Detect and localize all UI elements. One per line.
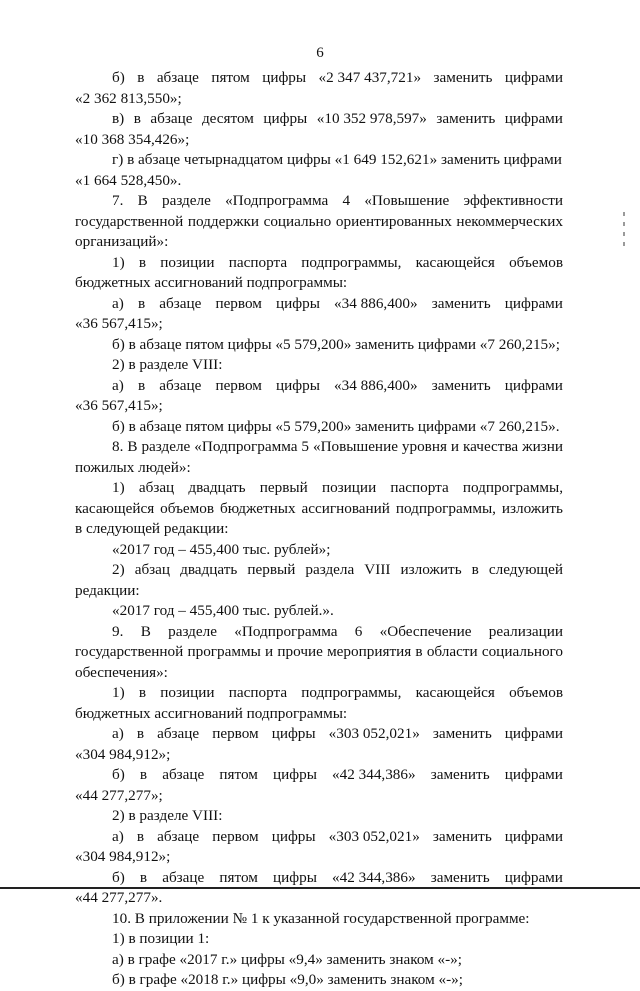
item-b-line	[75, 68, 563, 89]
word: б)	[112, 69, 125, 86]
word: первом	[212, 827, 259, 845]
word: «42 344,386»	[332, 868, 416, 886]
word: первом	[215, 376, 262, 394]
item-g-line: г) в абзаце четырнадцатом цифры «1 649 152,621» заменить цифрами	[112, 151, 562, 168]
scan-mark	[623, 242, 625, 246]
page-number: 6	[316, 45, 324, 61]
section-8-item-1: 1) абзац двадцать первый позиции паспорта подпрограммы, касающейся объемов бюджетных ассигнований подпрограммы, изложить в следующей редакции:	[75, 479, 563, 537]
item-v-continuation: «10 368 354,426»;	[75, 130, 190, 148]
section-7-item-1a	[75, 294, 563, 315]
document-body	[75, 68, 563, 991]
margin-scan-marks	[623, 212, 625, 246]
word: абзаце	[157, 827, 200, 845]
word: «34 886,400»	[334, 376, 418, 394]
word: в	[137, 294, 146, 312]
word: заменить	[431, 376, 491, 394]
section-7-item-2: 2) в разделе VIII:	[112, 356, 223, 373]
word: цифрами	[504, 376, 563, 394]
section-9-item-2a	[75, 827, 563, 848]
word: цифры	[271, 725, 316, 742]
section-9-item-2b-continuation: «44 277,277».	[75, 889, 163, 906]
section-10-item-1a: а) в графе «2017 г.» цифры «9,4» заменить знаком «-»;	[112, 950, 462, 968]
section-10-item-1b: б) в графе «2018 г.» цифры «9,0» заменить знаком «-»;	[112, 971, 463, 988]
section-8-heading: 8. В разделе «Подпрограмма 5 «Повышение уровня и качества жизни пожилых людей»:	[75, 438, 563, 476]
word: первом	[212, 725, 259, 742]
word: цифрами	[504, 294, 563, 312]
section-8-item-2: 2) абзац двадцать первый раздела VIII изложить в следующей редакции:	[75, 561, 563, 599]
word: цифрами	[504, 827, 563, 845]
item-v-line	[75, 109, 563, 130]
word: в	[136, 725, 145, 742]
section-7-item-1: 1) в позиции паспорта подпрограммы, касающейся объемов бюджетных ассигнований подпрограммы:	[75, 253, 563, 291]
word: заменить	[436, 110, 496, 127]
word: заменить	[430, 766, 490, 783]
item-b-continuation: «2 362 813,550»;	[75, 89, 182, 107]
word: цифры	[263, 110, 308, 127]
section-7-item-2a-continuation: «36 567,415»;	[75, 397, 163, 414]
word: цифрами	[504, 725, 563, 742]
word: в	[133, 110, 141, 127]
word: цифры	[271, 827, 316, 845]
word: заменить	[432, 725, 492, 742]
word: в	[139, 766, 148, 783]
section-7-item-1b: б) в абзаце пятом цифры «5 579,200» заменить цифрами «7 260,215»;	[112, 335, 560, 353]
word: «303 052,021»	[328, 827, 420, 845]
word: пятом	[219, 868, 258, 886]
word: абзаце	[159, 376, 202, 394]
section-9-item-1b-continuation: «44 277,277»;	[75, 786, 163, 804]
word: в	[137, 376, 146, 394]
word: пятом	[211, 69, 250, 86]
word: цифры	[262, 69, 307, 86]
word: в)	[112, 110, 125, 127]
word: б)	[112, 766, 125, 783]
section-9-item-1a-continuation: «304 984,912»;	[75, 745, 171, 763]
section-9-item-1b	[75, 765, 563, 786]
section-9-item-1a	[75, 724, 563, 745]
word: абзаце	[162, 868, 205, 886]
section-9-item-2: 2) в разделе VIII:	[112, 807, 223, 824]
scan-mark	[623, 212, 625, 216]
word: «10 352 978,597»	[316, 110, 427, 127]
word: абзаце	[159, 294, 202, 312]
word: пятом	[219, 766, 258, 783]
word: заменить	[431, 294, 491, 312]
word: «303 052,021»	[328, 725, 420, 742]
word: «34 886,400»	[334, 294, 418, 312]
section-10-item-1: 1) в позиции 1:	[112, 930, 210, 947]
word: а)	[112, 376, 124, 394]
word: цифрами	[504, 110, 563, 127]
item-g-continuation: «1 664 528,450».	[75, 171, 182, 189]
word: а)	[112, 725, 124, 742]
word: в	[137, 69, 145, 86]
word: цифры	[276, 376, 320, 394]
section-7-item-1a-continuation: «36 567,415»;	[75, 315, 163, 332]
section-9-item-2a-continuation: «304 984,912»;	[75, 848, 171, 865]
footer-divider	[0, 887, 640, 889]
word: абзаце	[150, 110, 193, 127]
word: абзаце	[157, 725, 200, 742]
word: цифры	[273, 868, 317, 886]
section-10-heading: 10. В приложении № 1 к указанной государственной программе:	[112, 909, 530, 927]
word: цифрами	[504, 69, 563, 86]
word: заменить	[430, 868, 490, 886]
word: б)	[112, 868, 125, 886]
section-8-item-1-quote: «2017 год – 455,400 тыс. рублей»;	[112, 540, 331, 558]
word: «42 344,386»	[332, 766, 416, 783]
word: абзаце	[156, 69, 199, 86]
section-9-item-1: 1) в позиции паспорта подпрограммы, касающейся объемов бюджетных ассигнований подпрограммы:	[75, 684, 563, 722]
section-7-item-2a	[75, 376, 563, 397]
word: заменить	[433, 69, 493, 86]
word: заменить	[432, 827, 492, 845]
word: «2 347 437,721»	[318, 69, 422, 86]
word: в	[136, 827, 145, 845]
section-8-item-2-quote: «2017 год – 455,400 тыс. рублей.».	[112, 602, 334, 619]
word: а)	[112, 827, 124, 845]
section-7-heading: 7. В разделе «Подпрограмма 4 «Повышение эффективности государственной поддержки социально ориентированных некоммерческих организаций»:	[75, 192, 563, 250]
word: а)	[112, 294, 124, 312]
section-7-item-2b: б) в абзаце пятом цифры «5 579,200» заменить цифрами «7 260,215».	[112, 417, 560, 435]
word: цифры	[276, 294, 320, 312]
word: цифры	[273, 766, 317, 783]
word: цифрами	[504, 766, 563, 783]
word: десятом	[201, 110, 254, 127]
scan-mark	[623, 232, 625, 236]
word: первом	[215, 294, 262, 312]
scan-mark	[623, 222, 625, 226]
word: абзаце	[162, 766, 205, 783]
section-9-item-2b	[75, 868, 563, 889]
word: в	[139, 868, 148, 886]
section-9-heading: 9. В разделе «Подпрограмма 6 «Обеспечение реализации государственной программы и прочие мероприятия в области социального обеспечения»:	[75, 622, 563, 681]
word: цифрами	[504, 868, 563, 886]
